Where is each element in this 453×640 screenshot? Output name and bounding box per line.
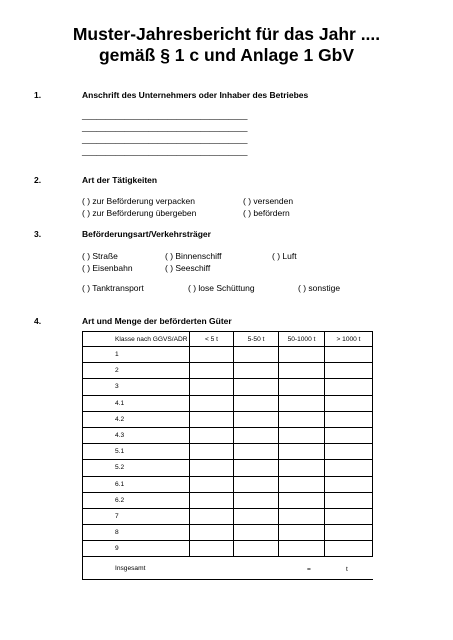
quantity-cell[interactable] <box>190 379 234 395</box>
table-row <box>83 476 373 492</box>
address-line-3[interactable]: ___________________________________ <box>82 134 248 144</box>
class-label: 6.1 <box>83 476 190 492</box>
table-row <box>83 379 373 395</box>
quantity-cell[interactable] <box>190 492 234 508</box>
quantity-cell[interactable] <box>279 347 325 363</box>
quantity-cell[interactable] <box>190 525 234 541</box>
option-versenden[interactable]: ( ) versenden <box>243 196 294 206</box>
table-row <box>83 363 373 379</box>
quantity-cell[interactable] <box>279 541 325 557</box>
quantity-cell[interactable] <box>190 541 234 557</box>
address-line-2[interactable]: ___________________________________ <box>82 122 248 132</box>
table-row <box>83 508 373 524</box>
quantity-cell[interactable] <box>234 508 279 524</box>
quantity-cell[interactable] <box>234 379 279 395</box>
quantity-cell[interactable] <box>234 347 279 363</box>
quantity-cell[interactable] <box>190 460 234 476</box>
quantity-cell[interactable] <box>279 427 325 443</box>
quantity-cell[interactable] <box>234 460 279 476</box>
quantity-cell[interactable] <box>279 492 325 508</box>
quantity-cell[interactable] <box>234 541 279 557</box>
quantity-cell[interactable] <box>279 476 325 492</box>
quantity-cell[interactable] <box>279 525 325 541</box>
total-unit: t <box>346 566 348 573</box>
column-header-klasse: Klasse nach GGVS/ADR <box>83 332 190 347</box>
quantity-cell[interactable] <box>325 411 373 427</box>
quantity-cell[interactable] <box>279 508 325 524</box>
quantity-cell[interactable] <box>325 492 373 508</box>
option-strasse[interactable]: ( ) Straße <box>82 251 118 261</box>
table-row <box>83 525 373 541</box>
quantity-cell[interactable] <box>325 363 373 379</box>
class-label: 4.3 <box>83 427 190 443</box>
quantity-cell[interactable] <box>325 347 373 363</box>
quantity-cell[interactable] <box>279 444 325 460</box>
quantity-cell[interactable] <box>234 492 279 508</box>
table-row <box>83 460 373 476</box>
quantity-cell[interactable] <box>234 476 279 492</box>
column-header-5-50t: 5-50 t <box>234 332 279 347</box>
table-header-row <box>83 332 373 347</box>
class-label: 7 <box>83 508 190 524</box>
quantity-cell[interactable] <box>325 525 373 541</box>
total-label: Insgesamt <box>83 557 190 580</box>
section-4-number: 4. <box>34 316 42 326</box>
quantity-cell[interactable] <box>190 444 234 460</box>
option-luft[interactable]: ( ) Luft <box>272 251 297 261</box>
quantity-cell[interactable] <box>190 395 234 411</box>
quantity-cell[interactable] <box>279 460 325 476</box>
option-befoerdern[interactable]: ( ) befördern <box>243 208 290 218</box>
quantity-cell[interactable] <box>325 460 373 476</box>
quantity-cell[interactable] <box>190 476 234 492</box>
quantity-cell[interactable] <box>234 444 279 460</box>
class-label: 2 <box>83 363 190 379</box>
address-line-4[interactable]: ___________________________________ <box>82 146 248 156</box>
table-row <box>83 395 373 411</box>
table-row <box>83 444 373 460</box>
quantity-cell[interactable] <box>279 395 325 411</box>
option-tanktransport[interactable]: ( ) Tanktransport <box>82 283 144 293</box>
quantity-cell[interactable] <box>325 444 373 460</box>
option-sonstige[interactable]: ( ) sonstige <box>298 283 341 293</box>
class-label: 5.1 <box>83 444 190 460</box>
column-header-gt1000t: > 1000 t <box>325 332 373 347</box>
goods-table <box>82 331 373 580</box>
quantity-cell[interactable] <box>234 363 279 379</box>
class-label: 9 <box>83 541 190 557</box>
option-lose-schuettung[interactable]: ( ) lose Schüttung <box>188 283 255 293</box>
class-label: 3 <box>83 379 190 395</box>
quantity-cell[interactable] <box>234 427 279 443</box>
quantity-cell[interactable] <box>190 427 234 443</box>
address-line-1[interactable]: ___________________________________ <box>82 110 248 120</box>
section-4-heading: Art und Menge der beförderten Güter <box>82 316 232 326</box>
section-2-heading: Art der Tätigkeiten <box>82 175 158 185</box>
option-uebergeben[interactable]: ( ) zur Beförderung übergeben <box>82 208 197 218</box>
table-row <box>83 347 373 363</box>
section-1-number: 1. <box>34 90 42 100</box>
page-title-line-1: Muster-Jahresbericht für das Jahr .... <box>72 24 381 44</box>
class-label: 6.2 <box>83 492 190 508</box>
quantity-cell[interactable] <box>279 379 325 395</box>
quantity-cell[interactable] <box>279 411 325 427</box>
table-row <box>83 427 373 443</box>
option-seeschiff[interactable]: ( ) Seeschiff <box>165 263 211 273</box>
class-label: 8 <box>83 525 190 541</box>
section-3-number: 3. <box>34 229 42 239</box>
class-label: 5.2 <box>83 460 190 476</box>
quantity-cell[interactable] <box>325 508 373 524</box>
class-label: 1 <box>83 347 190 363</box>
quantity-cell[interactable] <box>325 541 373 557</box>
column-header-50-1000t: 50-1000 t <box>279 332 325 347</box>
option-binnenschiff[interactable]: ( ) Binnenschiff <box>165 251 222 261</box>
quantity-cell[interactable] <box>325 476 373 492</box>
option-eisenbahn[interactable]: ( ) Eisenbahn <box>82 263 133 273</box>
option-verpacken[interactable]: ( ) zur Beförderung verpacken <box>82 196 195 206</box>
quantity-cell[interactable] <box>325 395 373 411</box>
section-2-number: 2. <box>34 175 42 185</box>
quantity-cell[interactable] <box>279 363 325 379</box>
section-3-heading: Beförderungsart/Verkehrsträger <box>82 229 211 239</box>
class-label: 4.2 <box>83 411 190 427</box>
section-1-heading: Anschrift des Unternehmers oder Inhaber des Betriebes <box>82 90 309 100</box>
class-label: 4.1 <box>83 395 190 411</box>
table-row <box>83 411 373 427</box>
table-row <box>83 492 373 508</box>
table-row <box>83 541 373 557</box>
total-equals: = <box>307 566 311 573</box>
quantity-cell[interactable] <box>234 411 279 427</box>
quantity-cell[interactable] <box>190 347 234 363</box>
quantity-cell[interactable] <box>190 411 234 427</box>
quantity-cell[interactable] <box>325 427 373 443</box>
quantity-cell[interactable] <box>190 508 234 524</box>
quantity-cell[interactable] <box>234 525 279 541</box>
page-title-line-2: gemäß § 1 c und Anlage 1 GbV <box>98 45 355 65</box>
quantity-cell[interactable] <box>325 379 373 395</box>
quantity-cell[interactable] <box>234 395 279 411</box>
total-row <box>83 557 373 580</box>
quantity-cell[interactable] <box>190 363 234 379</box>
column-header-lt5t: < 5 t <box>190 332 234 347</box>
